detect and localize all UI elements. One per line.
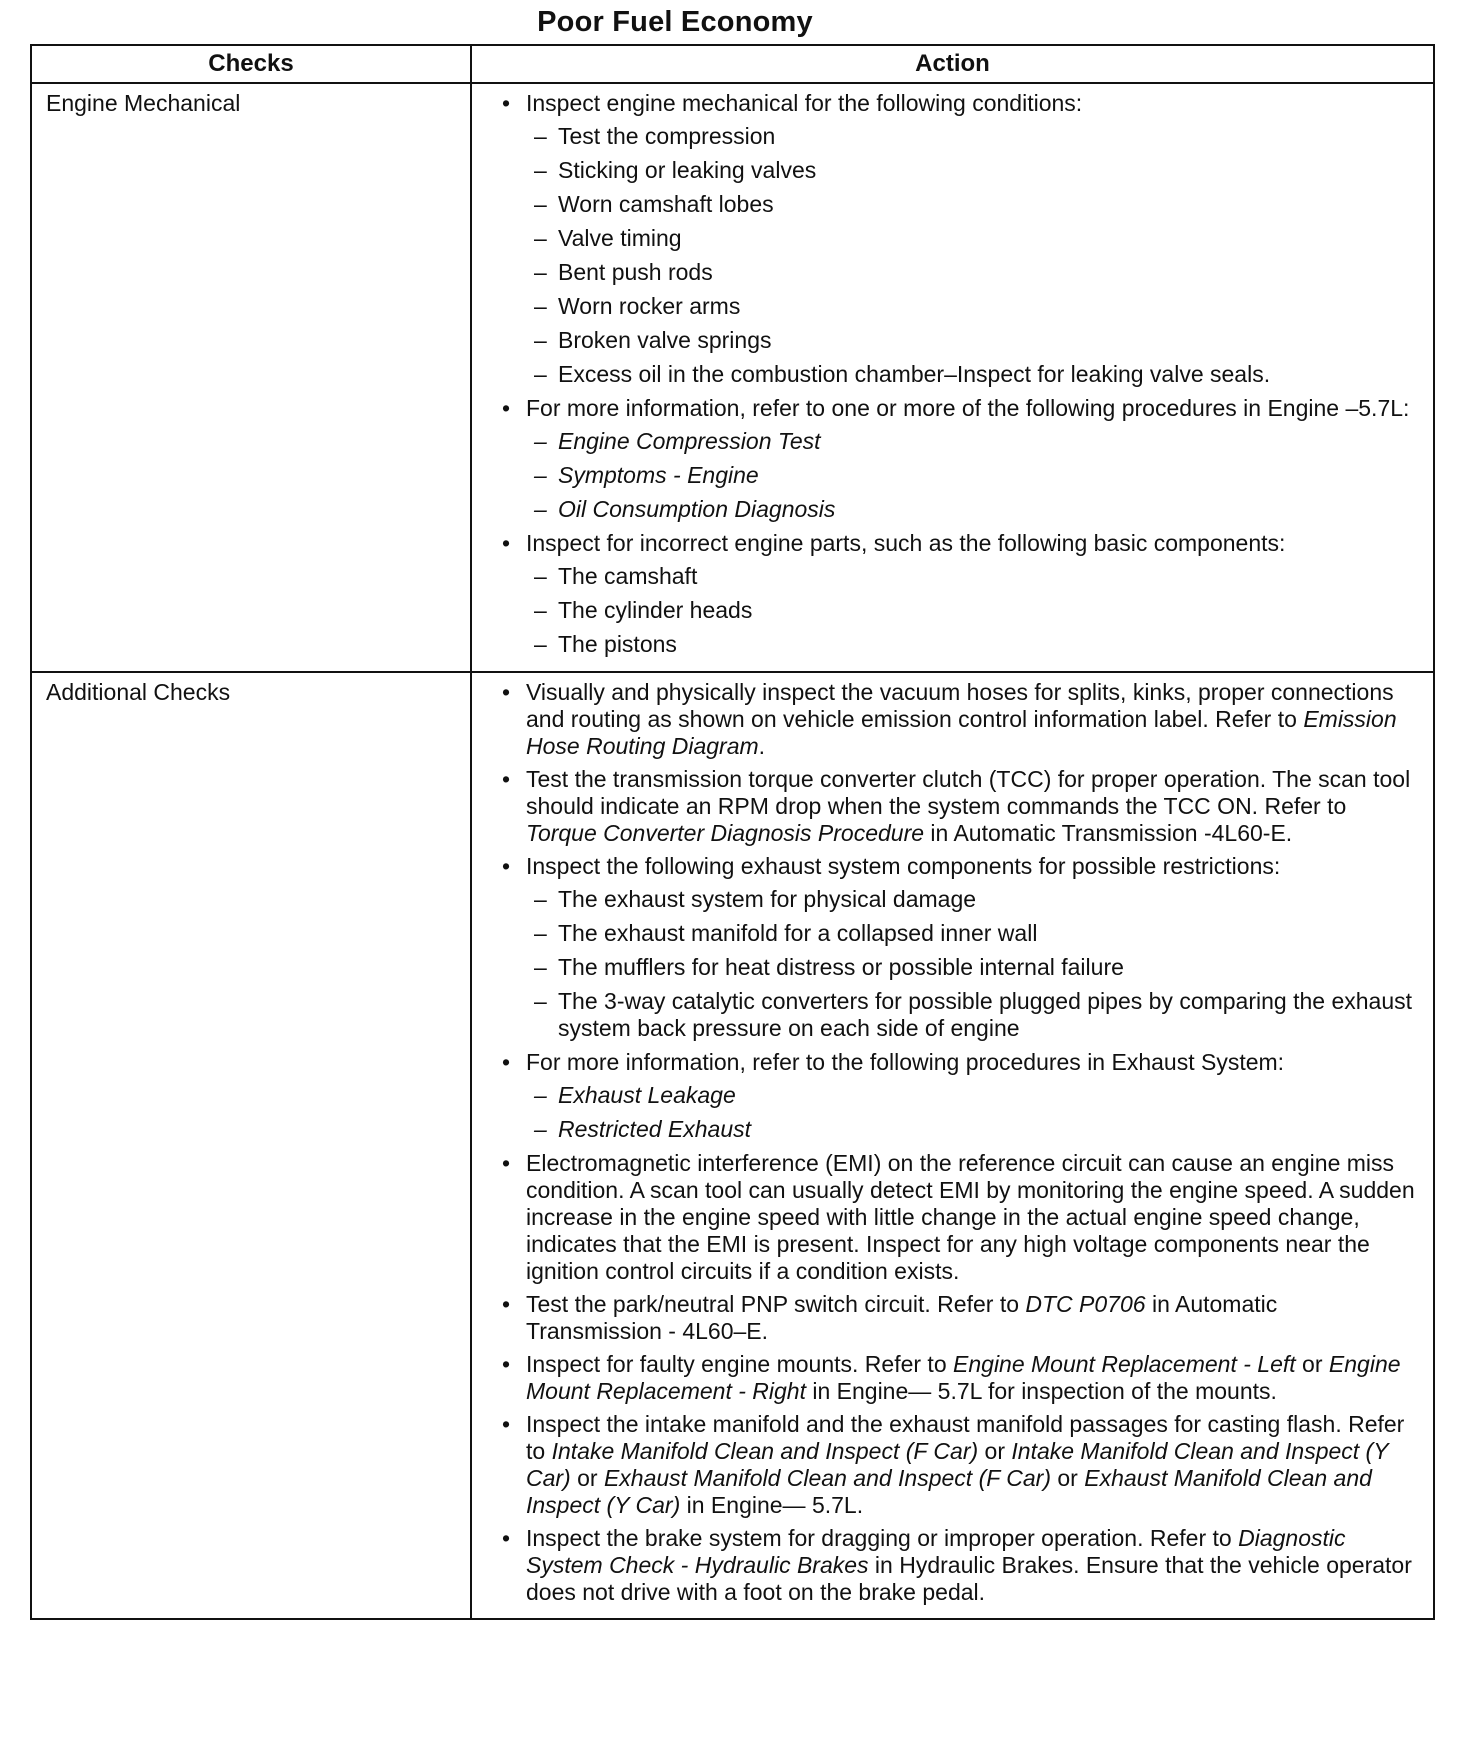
sub-item: – Sticking or leaking valves [502,157,1417,184]
procedure-reference: Intake Manifold Clean and Inspect (F Car) [551,1438,979,1464]
sub-item: – The 3-way catalytic converters for possible plugged pipes by comparing the exhaust system back pressure on each side of engine [502,988,1417,1042]
procedure-reference: – Engine Compression Test [502,428,1417,455]
sub-item: – Excess oil in the combustion chamber–Inspect for leaking valve seals. [502,361,1417,388]
action-item: • Electromagnetic interference (EMI) on the reference circuit can cause an engine miss condition. A scan tool can usually detect EMI by monitoring the engine speed. A sudden increase in the engine speed with little change in the actual engine speed change, indicates that the EMI is present. Inspect for any high voltage components near the ignition control circuits if a condition exists. [502,1150,1417,1285]
sub-item: – The mufflers for heat distress or possible internal failure [502,954,1417,981]
action-item: • Inspect the following exhaust system components for possible restrictions: [502,853,1417,880]
action-item: • Visually and physically inspect the vacuum hoses for splits, kinks, proper connections and routing as shown on vehicle emission control information label. Refer to Emission Hose Routing Diagram. [502,679,1417,760]
action-item: • Inspect the intake manifold and the exhaust manifold passages for casting flash. Refer to Intake Manifold Clean and Inspect (F Car) or Intake Manifold Clean and Inspect (Y Car) or Exhaust Manifold Clean and Inspect (F Car) or Exhaust Manifold Clean and Inspect (Y Car) in Engine— 5.7L. [502,1411,1417,1519]
action-item: • For more information, refer to one or more of the following procedures in Engine –5.7L: [502,395,1417,422]
sub-item: – The camshaft [502,563,1417,590]
diagnostic-table [30,44,1435,1620]
table-row [32,84,1433,671]
action-item: • Test the transmission torque converter clutch (TCC) for proper operation. The scan tool should indicate an RPM drop when the system commands the TCC ON. Refer to Torque Converter Diagnosis Procedure in Automatic Transmission -4L60-E. [502,766,1417,847]
sub-item: – The exhaust system for physical damage [502,886,1417,913]
procedure-reference: Engine Mount Replacement - Right [526,1351,1401,1404]
sub-item: – The pistons [502,631,1417,658]
sub-item: – Valve timing [502,225,1417,252]
procedure-reference: Emission Hose Routing Diagram [526,706,1397,759]
procedure-reference: Exhaust Manifold Clean and Inspect (Y Car) [526,1465,1372,1518]
header-checks: Checks [32,46,472,82]
action-cell [472,673,1433,1618]
sub-item: – The exhaust manifold for a collapsed inner wall [502,920,1417,947]
action-item: • Inspect engine mechanical for the following conditions: [502,90,1417,117]
sub-item: – The cylinder heads [502,597,1417,624]
sub-item: – Bent push rods [502,259,1417,286]
sub-item: – Broken valve springs [502,327,1417,354]
procedure-reference: Diagnostic System Check - Hydraulic Brakes [526,1525,1346,1578]
action-cell [472,84,1433,671]
check-cell: Additional Checks [32,673,472,1618]
action-item: • Inspect for faulty engine mounts. Refer to Engine Mount Replacement - Left or Engine Mount Replacement - Right in Engine— 5.7L for inspection of the mounts. [502,1351,1417,1405]
check-cell: Engine Mechanical [32,84,472,671]
procedure-reference: – Symptoms - Engine [502,462,1417,489]
table-row [32,671,1433,1618]
procedure-reference: Torque Converter Diagnosis Procedure [526,820,925,846]
procedure-reference: Exhaust Manifold Clean and Inspect (F Car) [603,1465,1051,1491]
action-item: • Test the park/neutral PNP switch circuit. Refer to DTC P0706 in Automatic Transmission - 4L60–E. [502,1291,1417,1345]
procedure-reference: DTC P0706 [1025,1291,1146,1317]
procedure-reference: – Restricted Exhaust [502,1116,1417,1143]
sub-item: – Worn rocker arms [502,293,1417,320]
procedure-reference: Engine Mount Replacement - Left [953,1351,1296,1377]
page-title: Poor Fuel Economy [537,6,813,38]
action-item: • Inspect the brake system for dragging or improper operation. Refer to Diagnostic System Check - Hydraulic Brakes in Hydraulic Brakes. Ensure that the vehicle operator does not drive with a foot on the brake pedal. [502,1525,1417,1606]
procedure-reference: Intake Manifold Clean and Inspect (Y Car) [526,1438,1389,1491]
table-header [32,46,1433,84]
procedure-reference: – Exhaust Leakage [502,1082,1417,1109]
sub-item: – Test the compression [502,123,1417,150]
procedure-reference: – Oil Consumption Diagnosis [502,496,1417,523]
action-item: • Inspect for incorrect engine parts, such as the following basic components: [502,530,1417,557]
sub-item: – Worn camshaft lobes [502,191,1417,218]
action-item: • For more information, refer to the following procedures in Exhaust System: [502,1049,1417,1076]
header-action: Action [915,50,990,77]
